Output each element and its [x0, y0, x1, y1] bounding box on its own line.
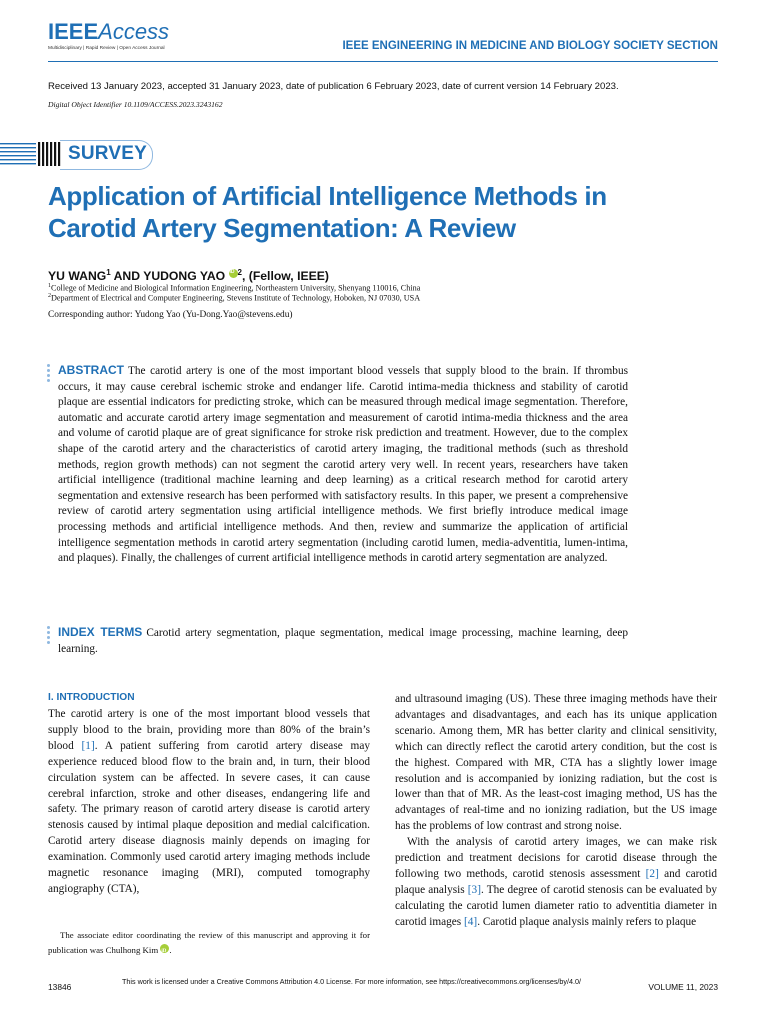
citation-link[interactable]: [2] [645, 867, 659, 880]
index-terms [58, 625, 628, 657]
received-dates: Received 13 January 2023, accepted 31 January 2023, date of publication 6 February 2023, date of current version 14 February 2023. [48, 81, 619, 92]
orcid-icon[interactable] [229, 269, 238, 278]
journal-logo [48, 20, 169, 44]
survey-stripes-decoration [0, 140, 62, 168]
editor-footnote: The associate editor coordinating the review of this manuscript and approving it for publication was Chulhong Kim iD . [48, 928, 370, 958]
header-divider [48, 61, 718, 62]
author-2-suffix: , (Fellow, IEEE) [242, 269, 329, 284]
body-column-left [48, 707, 370, 898]
index-terms-dots-decoration [47, 626, 51, 646]
affiliation-2: $^2$Department of Electrical and Computer Engineering, Stevens Institute of Technology, Hoboken, NJ 07030, USA [48, 293, 421, 303]
citation-link[interactable]: [1] [81, 739, 95, 752]
paragraph: and ultrasound imaging (US). These three imaging methods have their advantages and disadvantages, and each has its unique application scenario. Among them, MR has better clarity and clinical sensitivity, which can directly reflect the carotid artery condition, but the cost is the highest. Compared with MR, CTA has a slightly lower image resolution and is accompanied by ionizing radiation, but the cost is lower than that of MR. As the least-cost imaging method, US has the advantages of real-time and no ionizing radiation, but the US image has the problems of low contrast and strong noise. [395, 693, 717, 833]
license-notice[interactable]: This work is licensed under a Creative Commons Attribution 4.0 License. For more information, see https://creativecommons.org/licenses/by/4.0/ [122, 977, 582, 986]
page-number: 13846 [48, 982, 72, 992]
author-1: YU WANG [48, 269, 107, 284]
article-type: SURVEY [68, 143, 147, 164]
abstract-text: The carotid artery is one of the most important blood vessels that supply blood to the brain. If thrombus occurs, it may cause cerebral ischemic stroke and endanger life. Carotid intima-media thickness and stability of carotid plaque are essential indicators for predicting stroke, which can be measured through medical image segmentation. Therefore, automatic and accurate carotid artery image segmentation and measurement of carotid intima-media thickness and the area and volume of carotid plaque are of great significance for stroke risk prediction and treatment. However, due to the complex shape of the carotid artery and the characteristics of carotid artery imaging, the traditional methods (such as threshold methods, region growth methods) can not segment the carotid artery very well. In recent years, researchers have taken artificial intelligence (traditional machine learning and deep learning) as a critical research method for carotid artery segmentation and extensive research has been performed with satisfactory results. In this paper, we present a comprehensive review of carotid artery segmentation using artificial intelligence methods. We first briefly introduce medical image processing methods and artificial intelligence methods. And then, review and summarize the application of artificial intelligence segmentation methods in carotid artery segmentation (including carotid lumen, media-adventitia, lumen-intima, and plaques). Finally, the challenges of current artificial intelligence methods in carotid artery segmentation are analyzed. [58, 365, 628, 565]
abstract [58, 363, 628, 567]
article-type-badge [60, 140, 153, 170]
index-terms-label: INDEX TERMS [58, 625, 143, 639]
doi[interactable]: Digital Object Identifier 10.1109/ACCESS.2023.3243162 [48, 100, 223, 109]
section-title: IEEE ENGINEERING IN MEDICINE AND BIOLOGY SOCIETY SECTION [342, 40, 718, 52]
logo-tagline: Multidisciplinary | Rapid Review | Open Access Journal [48, 46, 165, 51]
logo-ieee: IEEE [48, 19, 99, 44]
author-2: YUDONG YAO [143, 269, 226, 284]
body-column-right [395, 692, 717, 931]
paper-title: Application of Artificial Intelligence Methods in Carotid Artery Segmentation: A Review [48, 181, 607, 243]
author-and: AND [110, 269, 144, 284]
paragraph: With the analysis of carotid artery images, we can make risk prediction and treatment decisions for carotid disease through the following two methods, carotid stenosis assessment [2] and carotid plaque analysis [3]. The degree of carotid stenosis can be evaluated by calculating the carotid lumen diameter ratio to adventitia diameter in carotid images [4]. Carotid plaque analysis mainly refers to plaque [395, 836, 718, 928]
author-2-affil: 2 [237, 268, 242, 277]
abstract-label: ABSTRACT [58, 363, 124, 377]
citation-link[interactable]: [4] [464, 915, 478, 928]
author-list [48, 268, 329, 283]
citation-link[interactable]: [3] [467, 883, 481, 896]
abstract-dots-decoration [47, 364, 51, 384]
volume-info: VOLUME 11, 2023 [648, 982, 718, 992]
paragraph-text: The carotid artery is one of the most important blood vessels that supply blood to the brain, providing more than 80% of the brain’s blood [48, 708, 370, 752]
corresponding-author: Corresponding author: Yudong Yao (Yu-Dong.Yao@stevens.edu) [48, 310, 293, 320]
section-heading-introduction: I. INTRODUCTION [48, 692, 135, 703]
paragraph-text: . A patient suffering from carotid artery disease may experience reduced blood flow to the brain and, in turn, their blood circulation system can be affected. In severe cases, it can cause cerebral infarction, stroke and other diseases, endangering life and safety. The primary reason of carotid artery disease is carotid artery stenosis caused by intimal plaque deposition and medial calcification. Carotid artery disease diagnosis mainly depends on imaging for examination. Commonly used carotid artery imaging methods include magnetic resonance imaging (MRI), computed tomography angiography (CTA), [48, 739, 370, 895]
logo-access: Access [98, 19, 170, 44]
affiliation-1: $^1$College of Medicine and Biological Information Engineering, Northeastern University, Shenyang 110016, China [48, 283, 421, 293]
author-1-affil: 1 [106, 268, 111, 277]
index-terms-text: Carotid artery segmentation, plaque segmentation, medical image processing, machine learning, deep learning. [58, 627, 629, 655]
